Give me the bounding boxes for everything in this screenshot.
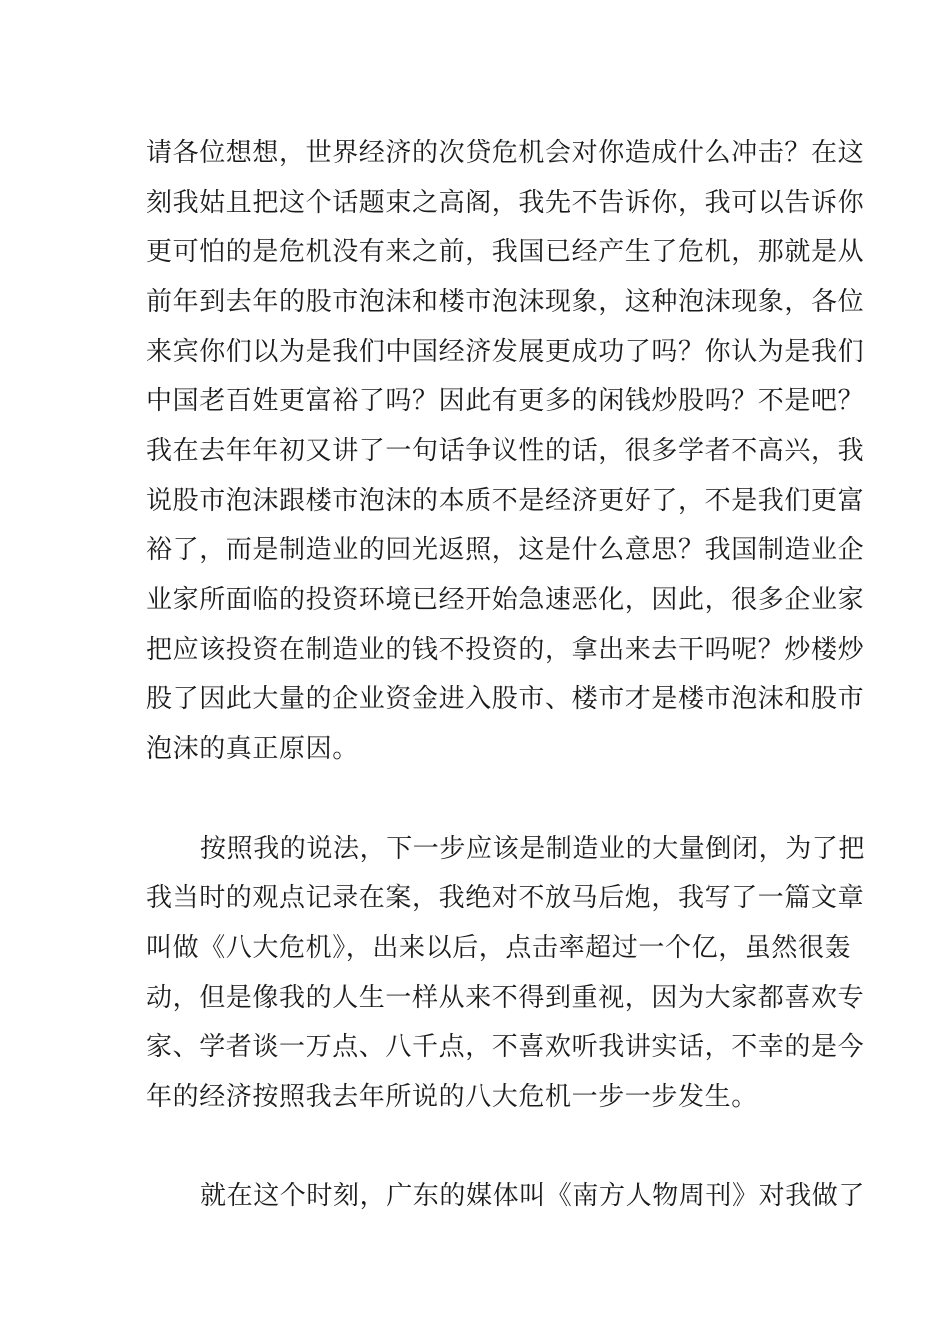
text-line: 业家所面临的投资环境已经开始急速恶化，因此，很多企业家 xyxy=(146,585,865,615)
text-line: 动，但是像我的人生一样从来不得到重视，因为大家都喜欢专 xyxy=(146,983,865,1013)
text-line: 泡沫的真正原因。 xyxy=(146,734,359,764)
text-line: 我当时的观点记录在案，我绝对不放马后炮，我写了一篇文章 xyxy=(146,883,865,913)
text-line: 把应该投资在制造业的钱不投资的，拿出来去干吗呢？炒楼炒 xyxy=(146,635,865,665)
text-line: 请各位想想，世界经济的次贷危机会对你造成什么冲击？在这 xyxy=(146,138,865,168)
text-line: 就在这个时刻，广东的媒体叫《南方人物周刊》对我做了 xyxy=(200,1181,866,1211)
text-line: 裕了，而是制造业的回光返照，这是什么意思？我国制造业企 xyxy=(146,535,865,565)
text-line: 我在去年年初又讲了一句话争议性的话，很多学者不高兴，我 xyxy=(146,436,865,466)
text-line: 更可怕的是危机没有来之前，我国已经产生了危机，那就是从 xyxy=(146,237,865,267)
text-line: 中国老百姓更富裕了吗？因此有更多的闲钱炒股吗？不是吧？ xyxy=(146,386,865,416)
text-line: 前年到去年的股市泡沫和楼市泡沫现象，这种泡沫现象，各位 xyxy=(146,287,865,317)
text-line: 家、学者谈一万点、八千点，不喜欢听我讲实话，不幸的是今 xyxy=(146,1032,865,1062)
text-line: 说股市泡沫跟楼市泡沫的本质不是经济更好了，不是我们更富 xyxy=(146,486,865,516)
text-line: 来宾你们以为是我们中国经济发展更成功了吗？你认为是我们 xyxy=(146,337,865,367)
text-line: 叫做《八大危机》，出来以后，点击率超过一个亿，虽然很轰 xyxy=(146,933,852,963)
text-line: 刻我姑且把这个话题束之高阁，我先不告诉你，我可以告诉你 xyxy=(146,188,865,218)
text-line: 年的经济按照我去年所说的八大危机一步一步发生。 xyxy=(146,1082,758,1112)
text-line: 按照我的说法，下一步应该是制造业的大量倒闭，为了把 xyxy=(200,834,866,864)
text-line: 股了因此大量的企业资金进入股市、楼市才是楼市泡沫和股市 xyxy=(146,684,865,714)
